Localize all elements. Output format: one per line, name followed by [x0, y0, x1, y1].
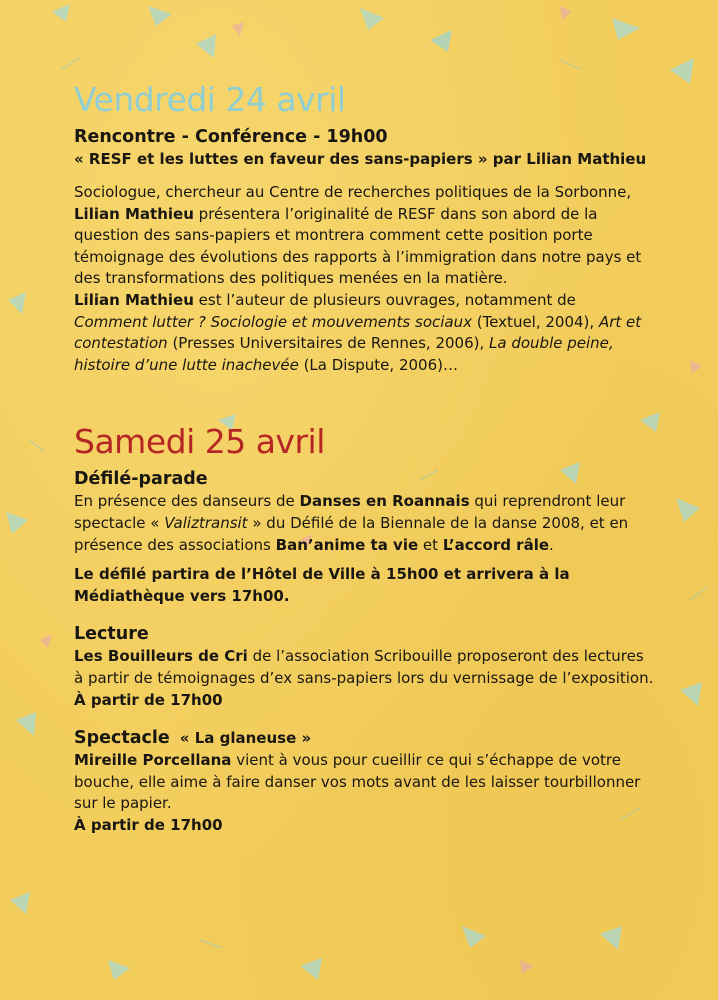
speaker-bibliography: Lilian Mathieu est l’auteur de plusieurs ouvrages, notamment de Comment lutter ? Sociologie et mouvements sociaux (Textuel, 2004), Art et contestation (Presses Universitaires de Rennes, 2006), La double peine, histoire d’une lutte inachevée (La Dispute, 2006)…	[74, 290, 642, 374]
friday-section	[74, 80, 654, 376]
spectacle-time: À partir de 17h00	[74, 815, 223, 834]
reading-time: À partir de 17h00	[74, 690, 223, 709]
spectacle-artist: Mireille Porcellana	[74, 751, 232, 770]
description-body: présentera l’originalité de RESF dans son abord de la question des sans-papiers et montrera comment cette position porte témoignage des évolutions des rapports à l’immigration dans notre pays et des transformations des politiques menées en la matière.	[74, 204, 642, 288]
conference-heading: Rencontre - Conférence - 19h00	[74, 127, 388, 147]
association-2: L’accord râle	[442, 535, 550, 554]
conference-description	[74, 182, 654, 290]
program-content	[74, 80, 654, 836]
show-name: Valiztransit	[164, 513, 248, 532]
reading-description: Les Bouilleurs de Cri de l’association Scribouille proposeront des lectures à partir de témoignages d’ex sans-papiers lors du vernissage de l’exposition.	[74, 647, 654, 687]
speaker-name: Lilian Mathieu	[74, 204, 194, 223]
association-1: Ban’anime ta vie	[275, 535, 419, 554]
spectacle-title: « La glaneuse »	[179, 729, 312, 748]
book-title-2: Art et contestation	[74, 312, 642, 353]
reading-heading: Lecture	[74, 624, 149, 645]
description-intro: Sociologue, chercheur au Centre de recherches politiques de la Sorbonne,	[74, 183, 632, 201]
friday-title: Vendredi 24 avril	[74, 80, 346, 119]
spectacle-heading: Spectacle « La glaneuse »	[74, 728, 312, 749]
parade-route: Le défilé partira de l’Hôtel de Ville à 15h00 et arrivera à la Médiathèque vers 17h00.	[74, 565, 570, 605]
book-title-3: La double peine, histoire d’une lutte inachevée	[74, 334, 614, 374]
reading-group: Les Bouilleurs de Cri	[74, 647, 248, 666]
parade-heading: Défilé-parade	[74, 469, 208, 490]
dancers-name: Danses en Roannais	[299, 492, 470, 511]
book-title-1: Comment lutter ? Sociologie et mouvements sociaux	[74, 312, 472, 331]
saturday-section	[74, 422, 654, 836]
saturday-title: Samedi 25 avril	[74, 422, 325, 462]
spectacle-description: Mireille Porcellana vient à vous pour cueillir ce qui s’échappe de votre bouche, elle aime à faire danser vos mots avant de les laisser tourbillonner sur le papier.	[74, 751, 641, 813]
speaker-name-bio: Lilian Mathieu	[74, 290, 194, 309]
parade-description: En présence des danseurs de Danses en Roannais qui reprendront leur spectacle « Valiztransit » du Défilé de la Biennale de la danse 2008, et en présence des associations Ban’anime ta vie et L’accord râle.	[74, 492, 629, 554]
conference-subtitle: « RESF et les luttes en faveur des sans-papiers » par Lilian Mathieu	[74, 150, 647, 168]
